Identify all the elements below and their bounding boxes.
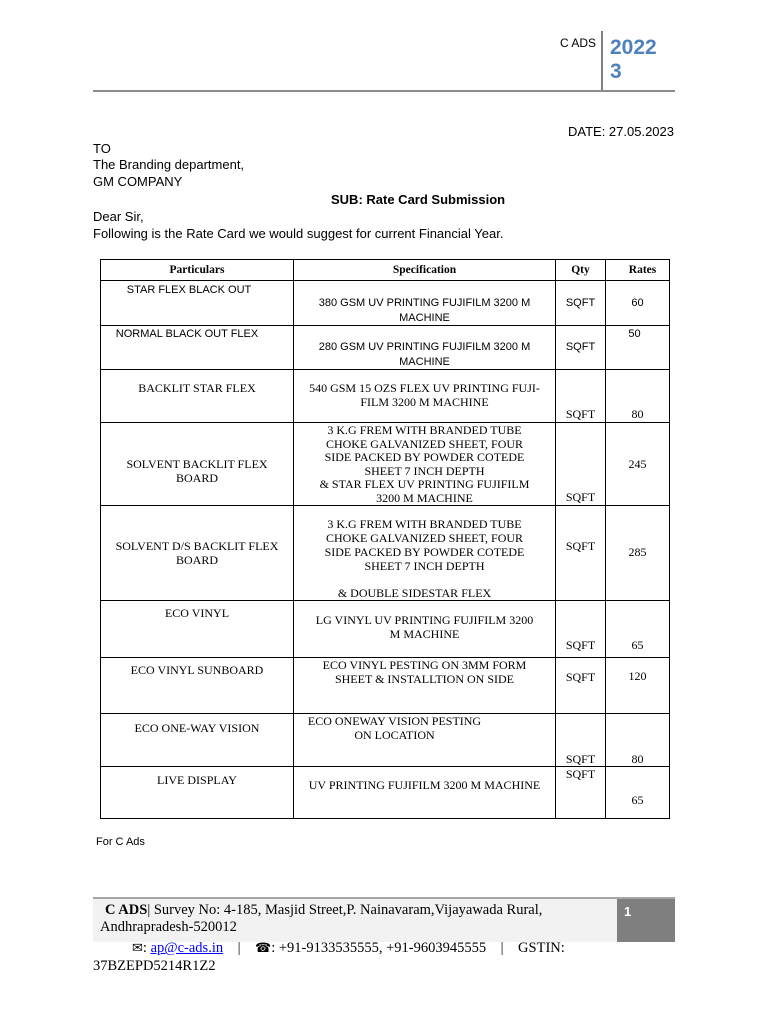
rate-cell: 80	[606, 370, 670, 423]
qty-cell: SQFT	[556, 370, 606, 423]
spec-cell: 3 K.G FREM WITH BRANDED TUBE CHOKE GALVANIZED SHEET, FOUR SIDE PACKED BY POWDER COTEDE SHEET 7 INCH DEPTH & DOUBLE SIDESTAR FLEX	[294, 506, 556, 601]
page-number-box	[617, 897, 675, 942]
letter-department: The Branding department,	[93, 157, 245, 172]
header-rates: Rates	[606, 260, 670, 281]
footer-address-line1	[105, 902, 542, 919]
spec-cell: 540 GSM 15 OZS FLEX UV PRINTING FUJI- FILM 3200 M MACHINE	[294, 370, 556, 423]
table-row	[101, 423, 670, 506]
particular-cell: LIVE DISPLAY	[101, 767, 294, 819]
header-company: C ADS	[560, 36, 597, 50]
letter-intro: Following is the Rate Card we would suggest for current Financial Year.	[93, 226, 504, 241]
letter-to: TO	[93, 141, 111, 156]
header-particulars: Particulars	[101, 260, 294, 281]
spec-cell: 380 GSM UV PRINTING FUJIFILM 3200 M MACHINE	[294, 281, 556, 326]
particular-cell: BACKLIT STAR FLEX	[101, 370, 294, 423]
table-row	[101, 326, 670, 370]
qty-cell: SQFT	[556, 506, 606, 601]
qty-cell: SQFT	[556, 326, 606, 370]
qty-cell: SQFT	[556, 601, 606, 658]
letter-greeting: Dear Sir,	[93, 209, 144, 224]
spec-cell: ECO VINYL PESTING ON 3MM FORM SHEET & INSTALLTION ON SIDE	[294, 658, 556, 714]
rate-cell: 50	[606, 326, 670, 370]
rate-cell: 245	[606, 423, 670, 506]
spec-cell: 3 K.G FREM WITH BRANDED TUBE CHOKE GALVANIZED SHEET, FOUR SIDE PACKED BY POWDER COTEDE SHEET 7 INCH DEPTH & STAR FLEX UV PRINTING FUJIFILM 3200 M MACHINE	[294, 423, 556, 506]
table-row	[101, 714, 670, 767]
header-qty: Qty	[556, 260, 606, 281]
rate-table	[100, 259, 670, 819]
header-divider	[601, 31, 603, 91]
particular-cell: NORMAL BLACK OUT FLEX	[101, 326, 294, 370]
table-header-row	[101, 260, 670, 281]
spec-cell: 280 GSM UV PRINTING FUJIFILM 3200 M MACHINE	[294, 326, 556, 370]
qty-cell: SQFT	[556, 281, 606, 326]
rate-cell: 285	[606, 506, 670, 601]
letter-company: GM COMPANY	[93, 174, 183, 189]
signoff: For C Ads	[96, 836, 145, 848]
particular-cell: SOLVENT D/S BACKLIT FLEX BOARD	[101, 506, 294, 601]
table-row	[101, 767, 670, 819]
header-year-line2: 3	[610, 60, 622, 83]
header-rule	[93, 90, 675, 92]
footer-address-line2: Andhrapradesh-520012	[100, 919, 237, 935]
rate-cell: 80	[606, 714, 670, 767]
header-year-line1: 2022	[610, 36, 657, 59]
rate-cell: 65	[606, 767, 670, 819]
particular-cell: SOLVENT BACKLIT FLEX BOARD	[101, 423, 294, 506]
footer-address: Survey No: 4-185, Masjid Street,P. Nainavaram,Vijayawada Rural,	[150, 902, 543, 918]
header-year	[610, 36, 670, 84]
rate-cell: 120	[606, 658, 670, 714]
rate-cell: 65	[606, 601, 670, 658]
particular-cell: STAR FLEX BLACK OUT	[101, 281, 294, 326]
table-row	[101, 506, 670, 601]
footer-contact: ✉: ap@c-ads.in | ☎: +91-9133535555, +91-9603945555 | GSTIN:	[132, 940, 565, 956]
spec-cell: LG VINYL UV PRINTING FUJIFILM 3200 M MACHINE	[294, 601, 556, 658]
table-row	[101, 601, 670, 658]
letter-date: DATE: 27.05.2023	[568, 124, 674, 139]
letter-subject: SUB: Rate Card Submission	[331, 192, 506, 207]
spec-cell: UV PRINTING FUJIFILM 3200 M MACHINE	[294, 767, 556, 819]
table-row	[101, 658, 670, 714]
rate-cell: 60	[606, 281, 670, 326]
spec-cell: ECO ONEWAY VISION PESTING ON LOCATION	[294, 714, 556, 767]
particular-cell: ECO ONE-WAY VISION	[101, 714, 294, 767]
page-number: 1	[624, 904, 632, 919]
footer-phones: : +91-9133535555, +91-9603945555	[271, 940, 487, 956]
email-link[interactable]: ap@c-ads.in	[150, 940, 224, 956]
telephone-icon: ☎	[255, 940, 272, 955]
particular-cell: ECO VINYL	[101, 601, 294, 658]
gstin-label: GSTIN:	[518, 940, 565, 956]
qty-cell: SQFT	[556, 423, 606, 506]
qty-cell: SQFT	[556, 767, 606, 819]
table-row	[101, 370, 670, 423]
qty-cell: SQFT	[556, 658, 606, 714]
footer-company: C ADS	[105, 902, 148, 918]
footer-separator: |	[147, 902, 151, 918]
qty-cell: SQFT	[556, 714, 606, 767]
envelope-icon: ✉	[132, 940, 143, 955]
header-specification: Specification	[294, 260, 556, 281]
table-row	[101, 281, 670, 326]
gstin-value: 37BZEPD5214R1Z2	[93, 958, 216, 974]
particular-cell: ECO VINYL SUNBOARD	[101, 658, 294, 714]
